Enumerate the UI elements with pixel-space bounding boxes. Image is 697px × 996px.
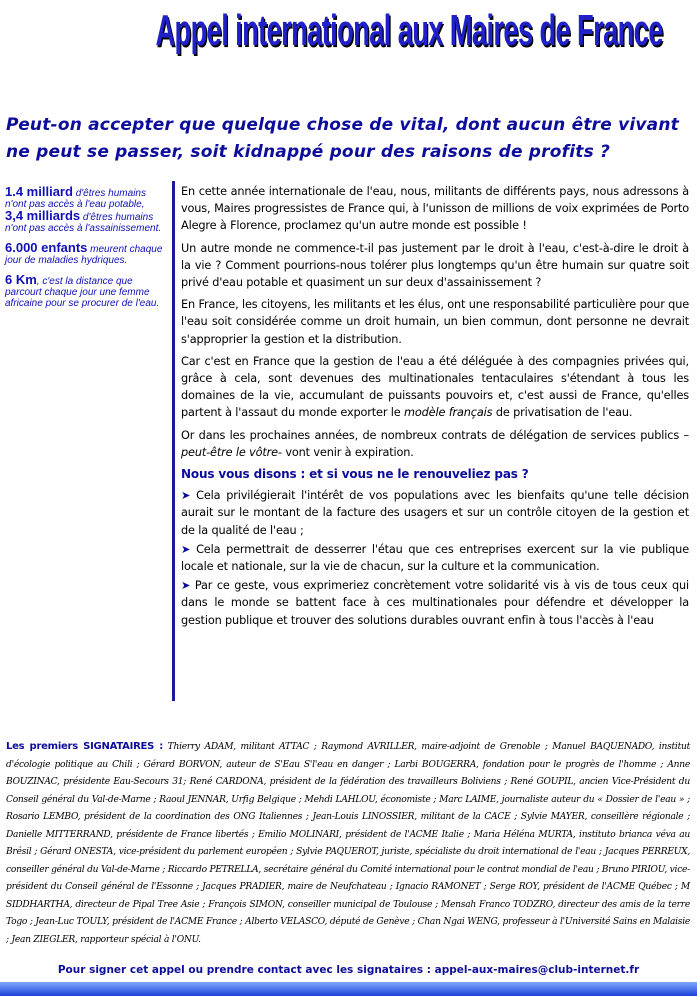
- fact-text: meurent chaque jour de maladies hydriques.: [5, 244, 163, 266]
- column-divider: [172, 181, 175, 701]
- fact-number: 3,4 milliards: [5, 208, 81, 223]
- signatories-text: Thierry ADAM, militant ATTAC ; Raymond AVRILLER, maire-adjoint de Grenoble ; Manuel BAQUENADO, institut d'écologie politique au Chili ; Gérard BORVON, auteur de S'Eau S'l'eau en danger ; Larbi BOUGERRA, fondation pour le progrès de l'homme ; Anne BOUZINAC, présidente Eau-Secours 31; René CARDONA, président de la fédération des travailleurs Boliviens ; René GOUPIL, ancien Vice-Président du Conseil général du Val-de-Marne ; Raoul JENNAR, Urfig Belgique ; Mehdi LAHLOU, économiste ; Marc LAIME, journaliste auteur du « Dossier de l'eau » ; Rosario LEMBO, président de la coordination des ONG Italiennes ; Jean-Louis LINOSSIER, militant de la CACE ; Sylvie MAYER, conseillère régionale ; Danielle MITTERRAND, présidente de France libertés ; Emilio MOLINARI, président de l'ACME Italie ; Maria Héléna MURTA, instituto brianca véva au Brésil ; Gérard ONESTA, vice-président du parlement européen ; Sylvie PAQUEROT, juriste, spécialiste du droit international de l'eau ; Jacques PERREUX, conseiller général du Val-de-Marne ; Riccardo PETRELLA, secrétaire général du Comité international pour le contrat mondial de l'eau ; Bruno PIRIOU, vice-président du Conseil général de l'Essonne ; Jacques PRADIER, maire de Neufchateau ; Ignacio RAMONET ; Serge ROY, président de l'ACME Québec ; M SIDDHARTHA, directeur de Pipal Tree Asie ; François SIMON, conseiller municipal de Toulouse ; Mensah Franco TODZRO, directeur des amis de la terre Togo ; Jean-Luc TOULY, président de l'ACME France ; Alberto VELASCO, député de Genève ; Chan Ngai WENG, professeur à l'Université Sains en Malaisie ; Jean ZIEGLER, rapporteur spécial à l'ONU.: [6, 742, 691, 945]
- fact-number: 6 Km: [5, 272, 37, 287]
- arrow-bullet-icon: ➤: [181, 542, 191, 556]
- arrow-bullet-icon: ➤: [181, 579, 191, 593]
- bullet-item: [181, 577, 689, 629]
- fact-item: [5, 210, 165, 234]
- fact-item: [5, 186, 165, 210]
- fact-number: 6.000 enfants: [5, 240, 88, 255]
- paragraph-contracts: [181, 427, 689, 461]
- bullet-item: [181, 487, 689, 539]
- bullet-text: Cela permettrait de desserrer l'étau que ces entreprises exercent sur la vie publique locale et nationale, sur la vie de chacun, sur la culture et la communication.: [181, 542, 689, 574]
- fact-text: , c'est la distance que parcourt chaque jour une femme africaine pour se procurer de l'eau.: [5, 276, 160, 309]
- paragraph-contracts-text: Or dans les prochaines années, de nombreux contrats de délégation de services publics –: [181, 428, 689, 442]
- fact-number: 1.4 milliard: [5, 184, 73, 199]
- paragraph-contracts-end: - vont venir à expiration.: [277, 445, 414, 459]
- bullet-item: [181, 541, 689, 575]
- headline-question: Peut-on accepter que quelque chose de vital, dont aucun être vivant ne peut se passer, soit kidnappé pour des raisons de profits ?: [6, 115, 679, 162]
- bullet-text: Par ce geste, vous exprimeriez concrètement votre solidarité vis à vis de tous ceux qui dans le monde se battent face à ces multinationales pour défendre et développer la gestion publique et trouver des solutions durables ouvrant enfin à tous l'accès à l'eau: [181, 579, 689, 627]
- fact-item: [5, 274, 165, 309]
- facts-sidebar: [5, 186, 165, 317]
- signatories-list: [6, 738, 690, 949]
- signatories-label: Les premiers SIGNATAIRES :: [6, 741, 164, 752]
- fact-item: [5, 242, 165, 266]
- paragraph-delegation-text: Car c'est en France que la gestion de l'eau a été déléguée à des compagnies privées qui, grâce à cela, sont devenues des multinationales tentaculaires s'étendant à tous les domaines de la vie, accumulant de puissants pouvoirs et, c'est aussi de France, qu'elles partent à l'assaut du monde exporter le: [181, 354, 689, 420]
- fact-text: d'êtres humains n'ont pas accès à l'assainissement.: [5, 212, 162, 234]
- appeal-body: [181, 183, 689, 631]
- page-title: Appel international aux Maires de France: [155, 6, 663, 55]
- bullet-text: Cela privilégierait l'intérêt de vos populations avec les bienfaits qu'une telle décision aurait sur le montant de la facture des usagers et sur un contrôle citoyen de la gestion et de la qualité de l'eau ;: [181, 489, 689, 537]
- paragraph-intro: En cette année internationale de l'eau, nous, militants de différents pays, nous adressons à vous, Maires progressistes de France qui, à l'unisson de millions de voix exprimées de Porto Alegre à Florence, proclamez qu'un autre monde est possible !: [181, 185, 689, 233]
- section-heading: Nous vous disons : et si vous ne le renouveliez pas ?: [181, 467, 529, 482]
- paragraph-contracts-emphasis: peut-être le vôtre: [181, 445, 278, 459]
- fact-text: d'êtres humains n'ont pas accès à l'eau potable,: [5, 188, 146, 210]
- contact-line: Pour signer cet appel ou prendre contact avec les signataires : appel-aux-maires@club-internet.fr: [57, 964, 640, 976]
- paragraph-delegation-emphasis: modèle français: [404, 406, 493, 420]
- footer-band: [0, 982, 697, 996]
- title-wrap: [0, 6, 697, 56]
- paragraph-delegation: [181, 353, 689, 422]
- paragraph-responsibility: En France, les citoyens, les militants et les élus, ont une responsabilité particulière pour que l'eau soit considérée comme un droit humain, un bien commun, dont personne ne devrait s'approprier la gestion et la distribution.: [181, 298, 690, 346]
- paragraph-delegation-end: de privatisation de l'eau.: [492, 406, 633, 420]
- arrow-bullet-icon: ➤: [181, 489, 191, 503]
- paragraph-right-to-water: Un autre monde ne commence-t-il pas justement par le droit à l'eau, c'est-à-dire le droit à la vie ? Comment pourrions-nous tolérer plus longtemps qu'un être humain sur quatre soit privé d'eau potable et quasiment un sur deux d'assainissement ?: [181, 241, 689, 290]
